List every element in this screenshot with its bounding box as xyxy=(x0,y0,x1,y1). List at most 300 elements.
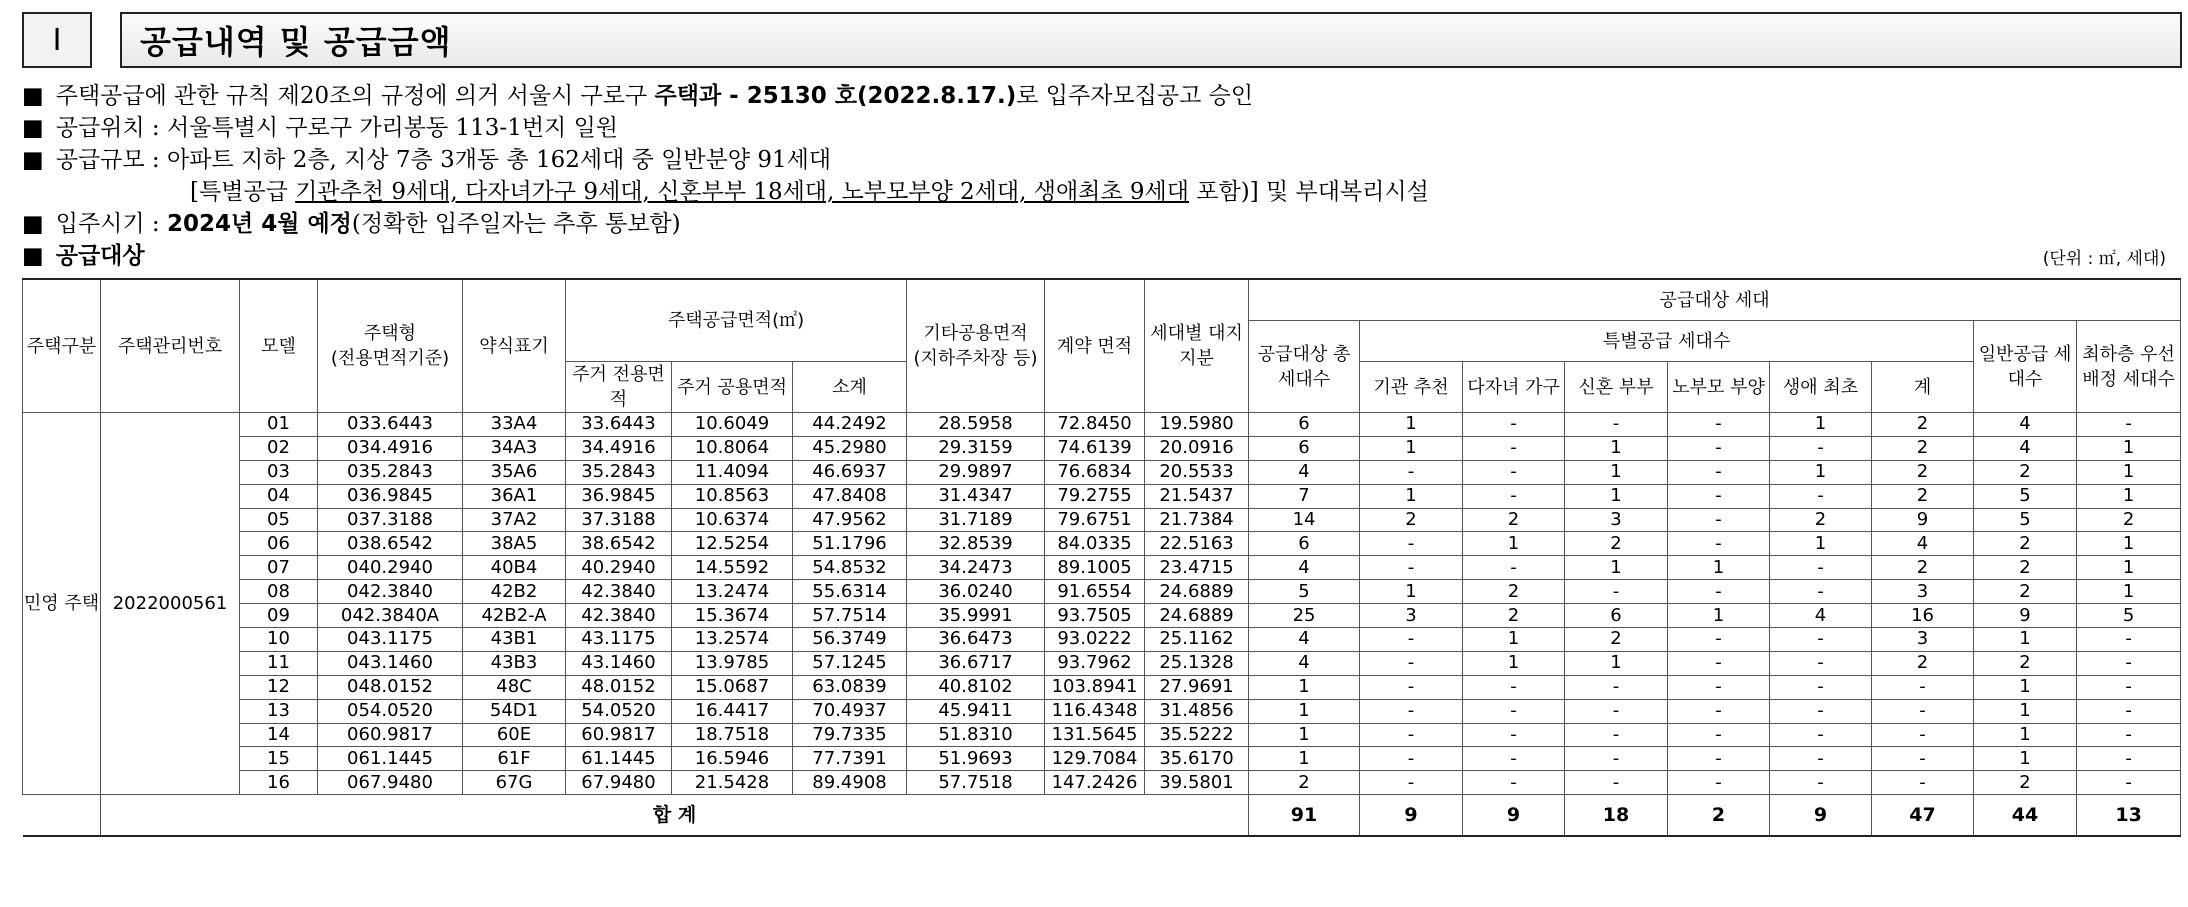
table-cell: 14 xyxy=(240,723,318,747)
table-cell: 51.8310 xyxy=(907,723,1045,747)
table-cell: 61F xyxy=(463,747,566,771)
table-cell: 033.6443 xyxy=(318,413,463,437)
table-cell: - xyxy=(1770,747,1872,771)
table-cell: 1 xyxy=(1249,699,1360,723)
table-cell: 2 xyxy=(1360,508,1463,532)
table-cell: 1 xyxy=(1249,675,1360,699)
table-cell: 39.5801 xyxy=(1145,771,1249,795)
table-row xyxy=(23,604,2181,628)
table-cell: 2 xyxy=(1974,460,2077,484)
table-cell: 63.0839 xyxy=(793,675,907,699)
housing-type-cell: 민영 주택 xyxy=(23,413,101,795)
table-cell: 2 xyxy=(1770,508,1872,532)
table-cell: - xyxy=(2077,699,2181,723)
table-cell: 1 xyxy=(2077,556,2181,580)
table-row xyxy=(23,699,2181,723)
table-cell: - xyxy=(1872,699,1974,723)
info-supply-target: ■ 공급대상 xyxy=(22,243,145,269)
table-cell: 01 xyxy=(240,413,318,437)
table-cell: 4 xyxy=(1770,604,1872,628)
table-cell: 70.4937 xyxy=(793,699,907,723)
table-row xyxy=(23,532,2181,556)
table-cell: - xyxy=(1668,675,1770,699)
table-cell: - xyxy=(1872,771,1974,795)
table-cell: 89.1005 xyxy=(1045,556,1145,580)
table-cell: 2 xyxy=(2077,508,2181,532)
table-cell: - xyxy=(1565,771,1668,795)
table-cell: 79.2755 xyxy=(1045,484,1145,508)
table-row xyxy=(23,675,2181,699)
table-cell: 25 xyxy=(1249,604,1360,628)
table-cell: 15 xyxy=(240,747,318,771)
table-cell: 034.4916 xyxy=(318,436,463,460)
table-cell: 2 xyxy=(1974,771,2077,795)
table-cell: 15.0687 xyxy=(672,675,793,699)
table-cell: 054.0520 xyxy=(318,699,463,723)
table-cell: 34.2473 xyxy=(907,556,1045,580)
table-cell: - xyxy=(1668,628,1770,652)
header-supply-households: 공급대상 세대 xyxy=(1249,279,2181,321)
table-cell: - xyxy=(1770,556,1872,580)
table-cell: 34.4916 xyxy=(566,436,672,460)
table-row xyxy=(23,413,2181,437)
table-cell: 13.2474 xyxy=(672,580,793,604)
table-cell: 4 xyxy=(1872,532,1974,556)
table-cell: 19.5980 xyxy=(1145,413,1249,437)
table-cell: 35.9991 xyxy=(907,604,1045,628)
table-cell: 79.6751 xyxy=(1045,508,1145,532)
table-cell: - xyxy=(2077,747,2181,771)
header-house-type: 주택형 (전용면적기준) xyxy=(318,279,463,413)
header-total-households: 공급대상 총 세대수 xyxy=(1249,321,1360,413)
table-cell: 33.6443 xyxy=(566,413,672,437)
table-cell: - xyxy=(1770,651,1872,675)
table-cell: 43.1460 xyxy=(566,651,672,675)
table-cell: - xyxy=(1565,580,1668,604)
table-cell: 6 xyxy=(1249,532,1360,556)
table-cell: 2 xyxy=(1872,460,1974,484)
table-cell: 51.9693 xyxy=(907,747,1045,771)
table-cell: 16 xyxy=(1872,604,1974,628)
table-cell: 4 xyxy=(1249,460,1360,484)
table-cell: 36A1 xyxy=(463,484,566,508)
header-special-supply: 특별공급 세대수 xyxy=(1360,321,1974,362)
table-cell: 48.0152 xyxy=(566,675,672,699)
total-cell: 9 xyxy=(1770,795,1872,837)
table-cell: 1 xyxy=(1974,675,2077,699)
table-cell: - xyxy=(1360,747,1463,771)
bullet-square-icon: ■ xyxy=(22,211,44,237)
table-cell: 04 xyxy=(240,484,318,508)
table-cell: 1 xyxy=(1463,532,1565,556)
table-row xyxy=(23,556,2181,580)
table-row xyxy=(23,628,2181,652)
table-cell: 42B2-A xyxy=(463,604,566,628)
table-cell: 57.1245 xyxy=(793,651,907,675)
table-row xyxy=(23,508,2181,532)
table-cell: - xyxy=(1770,771,1872,795)
table-cell: 2 xyxy=(1974,532,2077,556)
bullet-square-icon: ■ xyxy=(22,243,44,269)
table-cell: 22.5163 xyxy=(1145,532,1249,556)
table-cell: 40.8102 xyxy=(907,675,1045,699)
table-cell: 4 xyxy=(1249,556,1360,580)
table-cell: 040.2940 xyxy=(318,556,463,580)
table-cell: - xyxy=(1463,675,1565,699)
table-cell: - xyxy=(1565,413,1668,437)
table-cell: - xyxy=(1463,460,1565,484)
table-cell: 24.6889 xyxy=(1145,580,1249,604)
table-cell: 042.3840 xyxy=(318,580,463,604)
header-elderly: 노부모 부양 xyxy=(1668,362,1770,413)
table-cell: - xyxy=(1463,436,1565,460)
table-cell: 35.5222 xyxy=(1145,723,1249,747)
table-cell: 36.9845 xyxy=(566,484,672,508)
table-cell: 93.0222 xyxy=(1045,628,1145,652)
table-cell: 3 xyxy=(1872,628,1974,652)
table-cell: 129.7084 xyxy=(1045,747,1145,771)
blank-cell xyxy=(23,795,101,837)
table-cell: 91.6554 xyxy=(1045,580,1145,604)
table-cell: 27.9691 xyxy=(1145,675,1249,699)
header-housing-type: 주택구분 xyxy=(23,279,101,413)
table-cell: 103.8941 xyxy=(1045,675,1145,699)
bullet-square-icon: ■ xyxy=(22,147,44,173)
table-cell: 1 xyxy=(1770,532,1872,556)
table-cell: 5 xyxy=(1974,508,2077,532)
header-model: 모델 xyxy=(240,279,318,413)
table-cell: - xyxy=(1463,747,1565,771)
table-cell: - xyxy=(1360,651,1463,675)
table-cell: - xyxy=(2077,651,2181,675)
table-cell: 25.1162 xyxy=(1145,628,1249,652)
table-cell: 1 xyxy=(1668,604,1770,628)
table-cell: 47.9562 xyxy=(793,508,907,532)
table-cell: 20.0916 xyxy=(1145,436,1249,460)
table-cell: - xyxy=(1668,771,1770,795)
table-cell: 54D1 xyxy=(463,699,566,723)
table-cell: - xyxy=(1360,771,1463,795)
table-cell: 043.1175 xyxy=(318,628,463,652)
table-cell: 84.0335 xyxy=(1045,532,1145,556)
table-cell: - xyxy=(1668,747,1770,771)
table-cell: 1 xyxy=(1249,747,1360,771)
table-cell: - xyxy=(1770,436,1872,460)
bullet-square-icon: ■ xyxy=(22,115,44,141)
table-cell: 3 xyxy=(1872,580,1974,604)
header-newlywed: 신혼 부부 xyxy=(1565,362,1668,413)
info-move-in: ■ 입주시기 : 2024년 4월 예정(정확한 입주일자는 추후 통보함) xyxy=(22,211,681,237)
table-cell: 060.9817 xyxy=(318,723,463,747)
table-cell: 93.7505 xyxy=(1045,604,1145,628)
table-cell: 42.3840 xyxy=(566,604,672,628)
table-cell: - xyxy=(1770,699,1872,723)
info-location: ■ 공급위치 : 서울특별시 구로구 가리봉동 113-1번지 일원 xyxy=(22,115,619,141)
table-cell: 54.0520 xyxy=(566,699,672,723)
table-cell: - xyxy=(1872,747,1974,771)
table-cell: 43B3 xyxy=(463,651,566,675)
table-cell: 67G xyxy=(463,771,566,795)
table-cell: 1 xyxy=(1360,413,1463,437)
header-agency: 기관 추천 xyxy=(1360,362,1463,413)
table-cell: - xyxy=(1770,723,1872,747)
table-cell: 12 xyxy=(240,675,318,699)
table-cell: - xyxy=(1668,580,1770,604)
table-cell: 60E xyxy=(463,723,566,747)
table-cell: 74.6139 xyxy=(1045,436,1145,460)
table-cell: 1 xyxy=(1463,651,1565,675)
table-cell: 116.4348 xyxy=(1045,699,1145,723)
table-cell: 1 xyxy=(1974,723,2077,747)
table-cell: 10.8064 xyxy=(672,436,793,460)
table-cell: 9 xyxy=(1974,604,2077,628)
table-cell: 24.6889 xyxy=(1145,604,1249,628)
table-cell: 40.2940 xyxy=(566,556,672,580)
table-cell: 1 xyxy=(1565,484,1668,508)
table-cell: 07 xyxy=(240,556,318,580)
table-cell: - xyxy=(1872,723,1974,747)
table-row xyxy=(23,723,2181,747)
total-cell: 13 xyxy=(2077,795,2181,837)
info-special-supply: [특별공급 기관추천 9세대, 다자녀가구 9세대, 신혼부부 18세대, 노부모부양 2세대, 생애최초 9세대 포함)] 및 부대복리시설 xyxy=(190,179,1429,205)
table-cell: 76.6834 xyxy=(1045,460,1145,484)
table-cell: 29.9897 xyxy=(907,460,1045,484)
table-cell: 2 xyxy=(1974,651,2077,675)
table-cell: 35A6 xyxy=(463,460,566,484)
table-cell: 18.7518 xyxy=(672,723,793,747)
table-cell: 45.2980 xyxy=(793,436,907,460)
table-cell: 1 xyxy=(1360,436,1463,460)
table-cell: - xyxy=(1360,675,1463,699)
table-cell: - xyxy=(1360,556,1463,580)
info-approval: ■ 주택공급에 관한 규칙 제20조의 규정에 의거 서울시 구로구 주택과 - 25130 호(2022.8.17.)로 입주자모집공고 승인 xyxy=(22,83,1254,109)
table-cell: 5 xyxy=(1249,580,1360,604)
table-cell: 38A5 xyxy=(463,532,566,556)
table-cell: 33A4 xyxy=(463,413,566,437)
table-cell: 60.9817 xyxy=(566,723,672,747)
table-cell: 4 xyxy=(1974,413,2077,437)
table-cell: 31.4347 xyxy=(907,484,1045,508)
table-cell: - xyxy=(1770,628,1872,652)
table-cell: 57.7514 xyxy=(793,604,907,628)
table-cell: 7 xyxy=(1249,484,1360,508)
table-cell: 2 xyxy=(1872,413,1974,437)
header-exclusive-area: 주거 전용면적 xyxy=(566,362,672,413)
table-cell: - xyxy=(1668,436,1770,460)
table-cell: 21.7384 xyxy=(1145,508,1249,532)
table-cell: 038.6542 xyxy=(318,532,463,556)
header-multi-child: 다자녀 가구 xyxy=(1463,362,1565,413)
info-scale: ■ 공급규모 : 아파트 지하 2층, 지상 7층 3개동 총 162세대 중 일반분양 91세대 xyxy=(22,147,832,173)
table-cell: 3 xyxy=(1360,604,1463,628)
table-cell: - xyxy=(1463,723,1565,747)
table-cell: 37.3188 xyxy=(566,508,672,532)
table-cell: 13.2574 xyxy=(672,628,793,652)
table-cell: 2 xyxy=(1872,651,1974,675)
table-cell: 79.7335 xyxy=(793,723,907,747)
table-cell: 1 xyxy=(1565,556,1668,580)
table-cell: 43.1175 xyxy=(566,628,672,652)
table-cell: 93.7962 xyxy=(1045,651,1145,675)
table-cell: 51.1796 xyxy=(793,532,907,556)
table-cell: - xyxy=(2077,771,2181,795)
table-cell: 042.3840A xyxy=(318,604,463,628)
table-cell: 2 xyxy=(1463,580,1565,604)
table-cell: 131.5645 xyxy=(1045,723,1145,747)
table-cell: 1 xyxy=(1463,628,1565,652)
table-cell: 37A2 xyxy=(463,508,566,532)
table-row xyxy=(23,747,2181,771)
supply-info xyxy=(22,80,2172,272)
table-cell: 10 xyxy=(240,628,318,652)
total-label: 합 계 xyxy=(101,795,1249,837)
table-cell: 36.6473 xyxy=(907,628,1045,652)
table-cell: 48C xyxy=(463,675,566,699)
header-abbrev: 약식표기 xyxy=(463,279,566,413)
header-supply-area: 주택공급면적(㎡) xyxy=(566,279,907,362)
total-cell: 9 xyxy=(1463,795,1565,837)
table-cell: 05 xyxy=(240,508,318,532)
table-cell: 47.8408 xyxy=(793,484,907,508)
header-land-share: 세대별 대지지분 xyxy=(1145,279,1249,413)
table-cell: - xyxy=(2077,675,2181,699)
table-cell: 1 xyxy=(1360,580,1463,604)
table-cell: 03 xyxy=(240,460,318,484)
table-cell: 10.6049 xyxy=(672,413,793,437)
table-cell: 2 xyxy=(1463,604,1565,628)
header-lowest-floor: 최하층 우선배정 세대수 xyxy=(2077,321,2181,413)
supply-table xyxy=(22,278,2181,837)
total-cell: 2 xyxy=(1668,795,1770,837)
table-cell: 20.5533 xyxy=(1145,460,1249,484)
table-cell: - xyxy=(1668,532,1770,556)
table-cell: - xyxy=(1565,723,1668,747)
table-cell: 1 xyxy=(2077,436,2181,460)
table-cell: - xyxy=(1565,747,1668,771)
table-cell: 1 xyxy=(1565,436,1668,460)
table-cell: 4 xyxy=(1974,436,2077,460)
table-cell: 1 xyxy=(1565,460,1668,484)
table-cell: - xyxy=(1770,484,1872,508)
total-cell: 44 xyxy=(1974,795,2077,837)
table-cell: 1 xyxy=(1770,413,1872,437)
table-cell: - xyxy=(1360,723,1463,747)
table-cell: 4 xyxy=(1249,651,1360,675)
table-cell: 4 xyxy=(1249,628,1360,652)
table-cell: 1 xyxy=(2077,460,2181,484)
table-cell: - xyxy=(1668,699,1770,723)
table-cell: 1 xyxy=(1974,628,2077,652)
table-cell: 035.2843 xyxy=(318,460,463,484)
table-row xyxy=(23,460,2181,484)
table-cell: 21.5428 xyxy=(672,771,793,795)
table-cell: 13.9785 xyxy=(672,651,793,675)
table-cell: 16.4417 xyxy=(672,699,793,723)
table-cell: 1 xyxy=(1249,723,1360,747)
table-cell: 037.3188 xyxy=(318,508,463,532)
header-other-area: 기타공용면적 (지하주차장 등) xyxy=(907,279,1045,413)
table-cell: 56.3749 xyxy=(793,628,907,652)
table-cell: - xyxy=(1668,651,1770,675)
header-subtotal: 소계 xyxy=(793,362,907,413)
table-cell: 6 xyxy=(1249,413,1360,437)
table-cell: 1 xyxy=(1668,556,1770,580)
table-cell: 09 xyxy=(240,604,318,628)
table-cell: 28.5958 xyxy=(907,413,1045,437)
table-cell: - xyxy=(1360,699,1463,723)
table-cell: 16 xyxy=(240,771,318,795)
table-cell: - xyxy=(1668,413,1770,437)
table-cell: - xyxy=(1463,556,1565,580)
table-cell: 25.1328 xyxy=(1145,651,1249,675)
table-cell: 9 xyxy=(1872,508,1974,532)
table-cell: 32.8539 xyxy=(907,532,1045,556)
table-cell: 2 xyxy=(1872,556,1974,580)
table-cell: 57.7518 xyxy=(907,771,1045,795)
table-cell: - xyxy=(2077,723,2181,747)
table-row xyxy=(23,436,2181,460)
table-cell: 46.6937 xyxy=(793,460,907,484)
table-cell: 2 xyxy=(1974,556,2077,580)
table-cell: 2 xyxy=(1565,628,1668,652)
table-cell: - xyxy=(1770,580,1872,604)
total-cell: 9 xyxy=(1360,795,1463,837)
table-cell: 13 xyxy=(240,699,318,723)
table-cell: 21.5437 xyxy=(1145,484,1249,508)
table-cell: - xyxy=(2077,413,2181,437)
table-row xyxy=(23,484,2181,508)
table-cell: 31.4856 xyxy=(1145,699,1249,723)
table-cell: 2 xyxy=(1249,771,1360,795)
table-cell: 11.4094 xyxy=(672,460,793,484)
table-cell: 16.5946 xyxy=(672,747,793,771)
table-row xyxy=(23,580,2181,604)
table-row xyxy=(23,651,2181,675)
total-cell: 91 xyxy=(1249,795,1360,837)
table-cell: 1 xyxy=(1974,699,2077,723)
table-cell: 2 xyxy=(1872,484,1974,508)
table-cell: 55.6314 xyxy=(793,580,907,604)
table-cell: - xyxy=(1360,628,1463,652)
table-cell: - xyxy=(1463,771,1565,795)
table-cell: 42.3840 xyxy=(566,580,672,604)
table-cell: - xyxy=(1565,699,1668,723)
table-cell: 2 xyxy=(1872,436,1974,460)
table-cell: 67.9480 xyxy=(566,771,672,795)
table-cell: 3 xyxy=(1565,508,1668,532)
table-cell: 067.9480 xyxy=(318,771,463,795)
total-cell: 47 xyxy=(1872,795,1974,837)
table-cell: 89.4908 xyxy=(793,771,907,795)
table-cell: 35.6170 xyxy=(1145,747,1249,771)
table-cell: 14.5592 xyxy=(672,556,793,580)
header-mgmt-no: 주택관리번호 xyxy=(101,279,240,413)
table-cell: 11 xyxy=(240,651,318,675)
unit-label: (단위 : ㎡, 세대) xyxy=(2042,249,2166,269)
table-cell: 061.1445 xyxy=(318,747,463,771)
header-first-life: 생애 최초 xyxy=(1770,362,1872,413)
table-cell: 048.0152 xyxy=(318,675,463,699)
total-row xyxy=(23,795,2181,837)
header-special-sum: 계 xyxy=(1872,362,1974,413)
table-cell: 14 xyxy=(1249,508,1360,532)
table-cell: 6 xyxy=(1565,604,1668,628)
table-cell: 5 xyxy=(1974,484,2077,508)
header-general-supply: 일반공급 세대수 xyxy=(1974,321,2077,413)
table-cell: 45.9411 xyxy=(907,699,1045,723)
table-cell: 1 xyxy=(1770,460,1872,484)
table-cell: 15.3674 xyxy=(672,604,793,628)
